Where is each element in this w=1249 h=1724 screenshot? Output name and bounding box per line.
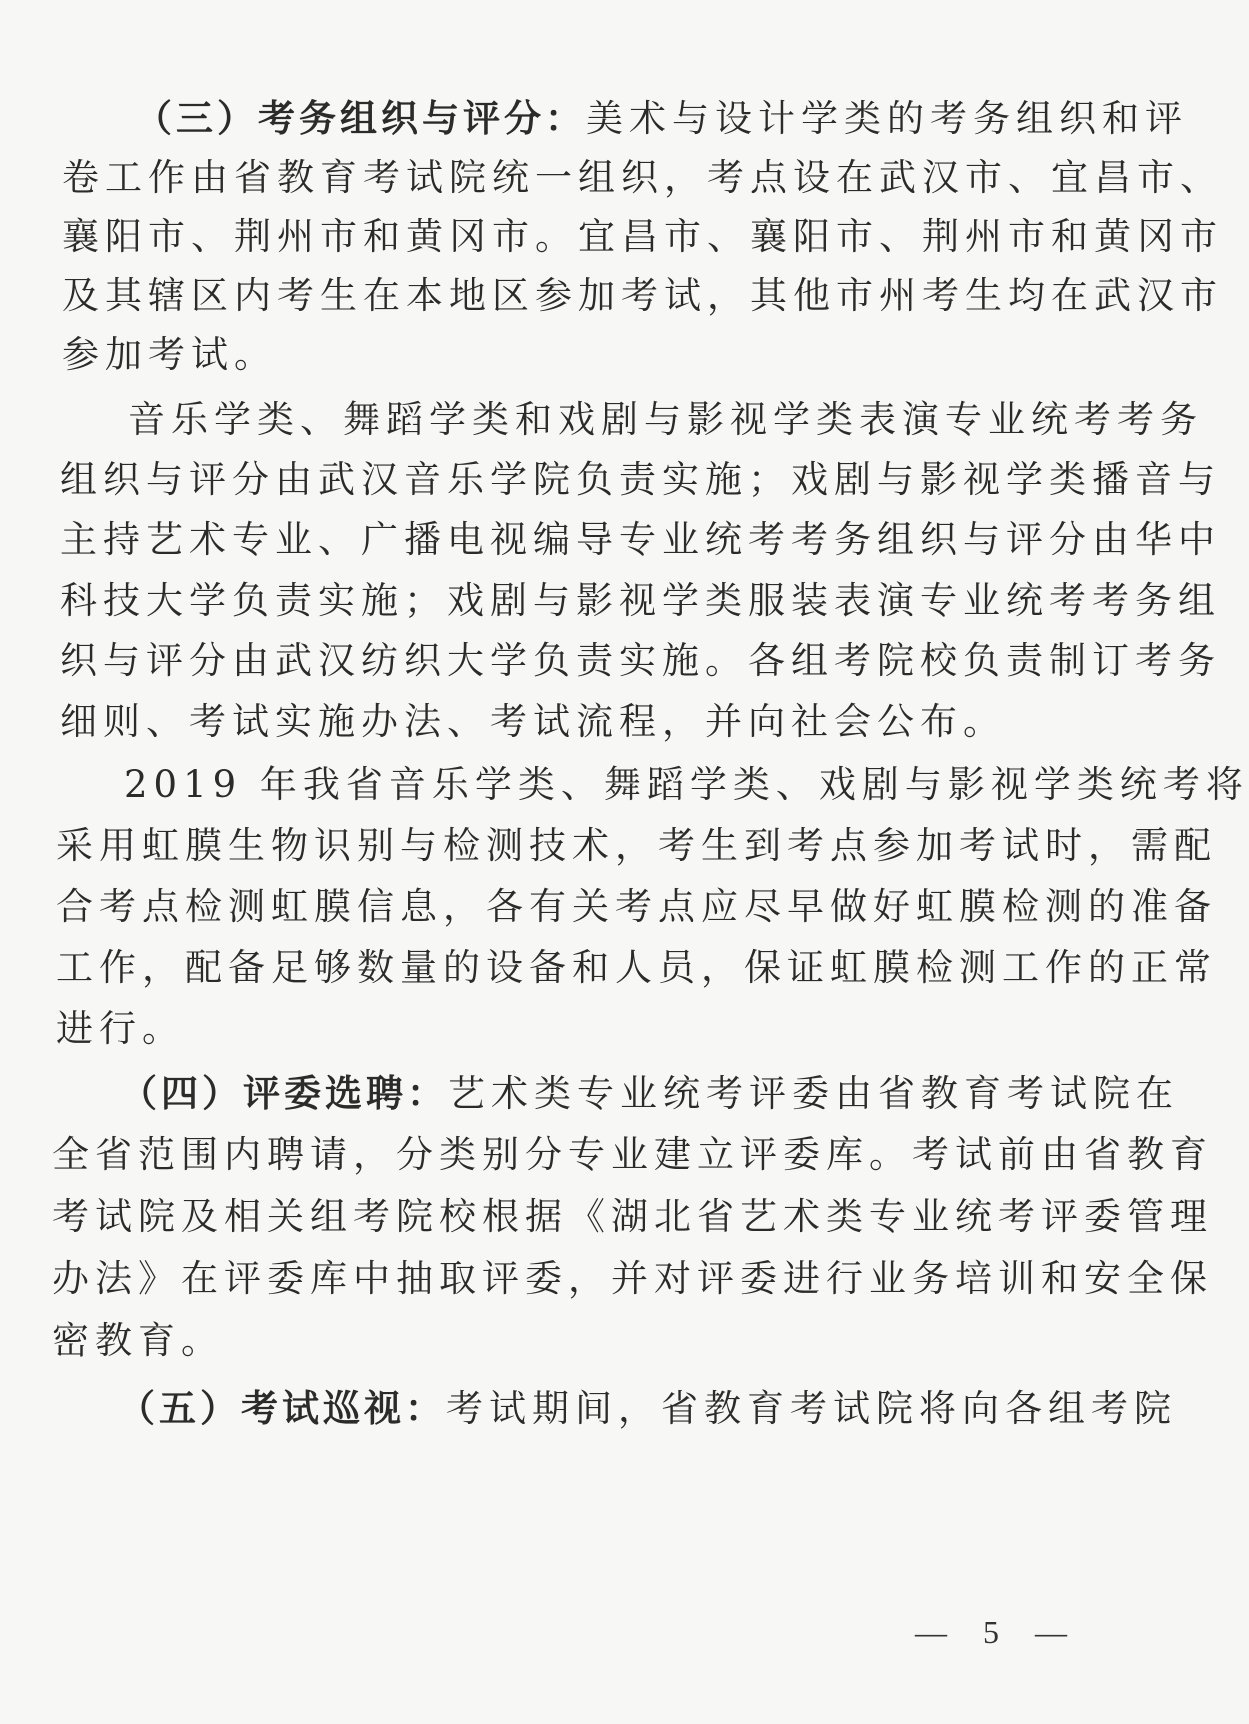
paragraph-2-line-5: 织与评分由武汉纺织大学负责实施。各组考院校负责制订考务 xyxy=(60,639,1221,682)
paragraph-4-line-4: 办法》在评委库中抽取评委，并对评委进行业务培训和安全保 xyxy=(52,1257,1213,1300)
paragraph-3-line-4: 工作，配备足够数量的设备和人员，保证虹膜检测工作的正常 xyxy=(56,946,1217,989)
page-number: — 5 — xyxy=(915,1614,1081,1650)
section-heading-5: （五）考试巡视： xyxy=(118,1387,446,1430)
paragraph-4-line-5: 密教育。 xyxy=(52,1319,224,1362)
paragraph-2-line-4: 科技大学负责实施；戏剧与影视学类服装表演专业统考考务组 xyxy=(60,579,1221,622)
paragraph-2-line-6: 细则、考试实施办法、考试流程，并向社会公布。 xyxy=(60,700,1006,743)
paragraph-3-line-3: 合考点检测虹膜信息，各有关考点应尽早做好虹膜检测的准备 xyxy=(56,885,1217,928)
paragraph-text: 艺术类专业统考评委由省教育考试院在 xyxy=(448,1072,1179,1115)
paragraph-3-line-1: 2019 年我省音乐学类、舞蹈学类、戏剧与影视学类统考将 xyxy=(124,763,1249,806)
paragraph-text: 美术与设计学类的考务组织和评 xyxy=(586,97,1188,140)
paragraph-1-line-3: 襄阳市、荆州市和黄冈市。宜昌市、襄阳市、荆州市和黄冈市 xyxy=(62,215,1223,258)
paragraph-3-line-2: 采用虹膜生物识别与检测技术，考生到考点参加考试时，需配 xyxy=(56,824,1217,867)
paragraph-2-line-3: 主持艺术专业、广播电视编导专业统考考务组织与评分由华中 xyxy=(60,518,1221,561)
paragraph-text: 考试期间，省教育考试院将向各组考院 xyxy=(446,1387,1177,1430)
paragraph-2-line-2: 组织与评分由武汉音乐学院负责实施；戏剧与影视学类播音与 xyxy=(60,458,1221,501)
paragraph-1-line-2: 卷工作由省教育考试院统一组织，考点设在武汉市、宜昌市、 xyxy=(62,156,1223,199)
paragraph-1-line-5: 参加考试。 xyxy=(62,333,277,376)
paragraph-4-line-3: 考试院及相关组考院校根据《湖北省艺术类专业统考评委管理 xyxy=(52,1195,1213,1238)
paragraph-4-line-2: 全省范围内聘请，分类别分专业建立评委库。考试前由省教育 xyxy=(52,1133,1213,1176)
paragraph-5-line-1 xyxy=(118,1385,1177,1433)
paragraph-2-line-1: 音乐学类、舞蹈学类和戏剧与影视学类表演专业统考考务 xyxy=(128,398,1203,441)
paragraph-3-line-5: 进行。 xyxy=(56,1007,185,1050)
paragraph-1-line-4: 及其辖区内考生在本地区参加考试，其他市州考生均在武汉市 xyxy=(62,274,1223,317)
section-heading-3: （三）考务组织与评分： xyxy=(135,97,586,140)
section-heading-4: （四）评委选聘： xyxy=(120,1072,448,1115)
paragraph-4-line-1 xyxy=(120,1070,1179,1118)
paragraph-1-line-1 xyxy=(135,95,1188,143)
